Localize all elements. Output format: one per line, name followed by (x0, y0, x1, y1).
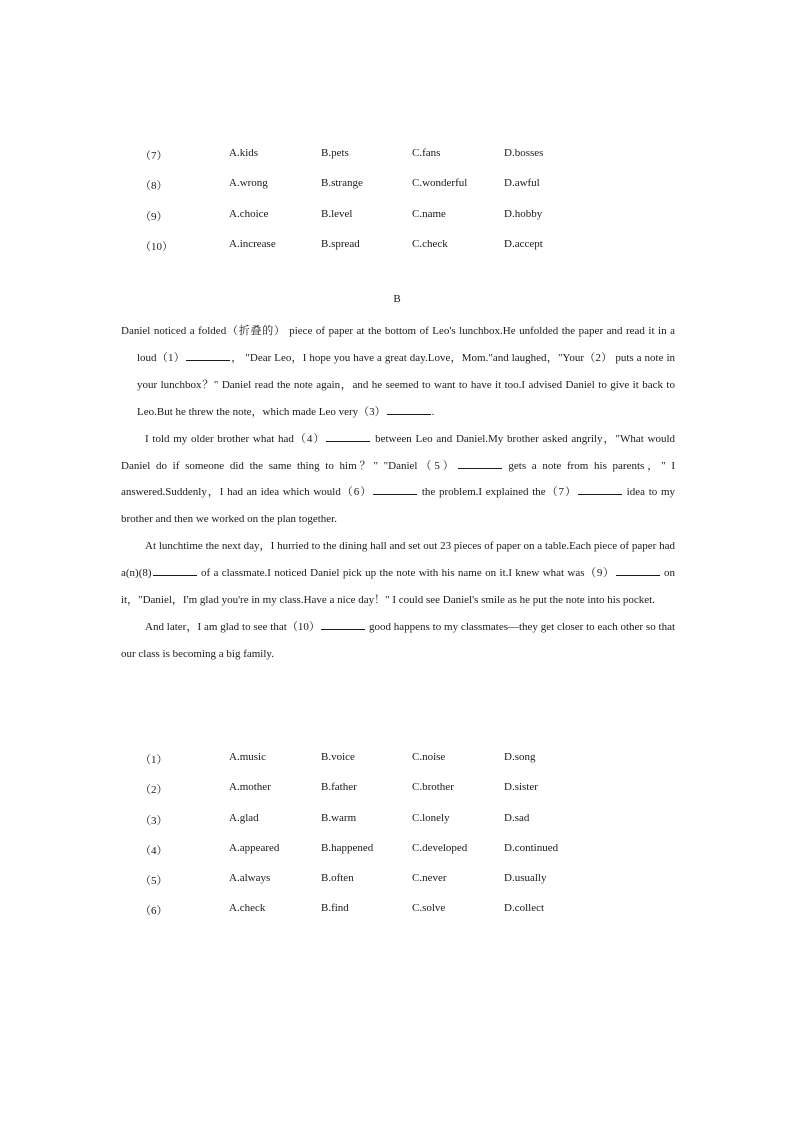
option-c: C.solve (412, 902, 446, 915)
option-d: D.usually (504, 872, 547, 885)
option-c: C.brother (412, 781, 454, 794)
passage-paragraph (121, 426, 675, 534)
option-a: A.mother (229, 781, 271, 794)
question-number: （7） (140, 150, 168, 162)
passage-text: gets a note from his parents，" I answered.Suddenly，I had an idea which would（6） (121, 459, 676, 499)
option-row (0, 177, 794, 207)
question-number: （3） (140, 814, 168, 827)
option-d: D.hobby (504, 207, 543, 220)
option-a: A.wrong (229, 177, 268, 190)
passage-text: ， "Dear Leo，I hope you have a great day.Love，Mom."and laughed，"Your（2） (230, 351, 613, 364)
option-a: A.kids (229, 147, 259, 159)
question-number: （8） (140, 180, 168, 193)
option-a: A.appeared (229, 841, 280, 854)
answer-blank (186, 350, 230, 361)
passage-text: puts a note in your lunchbox？" Daniel read the note again，and he seemed to want to have it too.I advised Daniel to give it back to Leo.But he threw the note，which made Leo very（3） (137, 351, 676, 418)
option-c: C.noise (412, 751, 446, 763)
passage-paragraph (121, 318, 675, 426)
answer-blank (616, 565, 660, 576)
option-a: A.always (229, 872, 271, 885)
option-row (0, 842, 794, 872)
option-row (0, 902, 794, 932)
options-table-bottom (0, 751, 794, 933)
option-row (0, 812, 794, 842)
question-number: （1） (140, 754, 168, 766)
option-d: D.sad (504, 811, 530, 824)
passage-text: between Leo and Daniel.My brother asked angrily，"What would Daniel do if someone did the same thing to him？" "Daniel（5） (121, 432, 676, 472)
option-c: C.never (412, 872, 447, 885)
option-d: D.accept (504, 237, 543, 250)
answer-blank (373, 484, 417, 495)
option-d: D.bosses (504, 147, 544, 159)
reading-passage (121, 318, 675, 668)
option-b: B.spread (321, 237, 360, 250)
option-a: A.choice (229, 207, 269, 220)
passage-text: At lunchtime the next day，I hurried to the dining hall and set out 23 pieces of paper on a table.Each piece of paper had a(n)(8) (121, 540, 675, 580)
option-c: C.wonderful (412, 177, 468, 190)
option-b: B.happened (321, 841, 374, 854)
passage-paragraph (121, 533, 675, 614)
option-row (0, 238, 794, 268)
option-c: C.check (412, 237, 448, 250)
option-d: D.collect (504, 902, 545, 915)
answer-blank (458, 458, 502, 469)
passage-text: on it，"Daniel，I'm glad you're in my class.Have a nice day！" I could see Daniel's smile as he put the note into his pocket. (121, 567, 676, 607)
option-b: B.level (321, 207, 353, 220)
answer-blank (387, 404, 431, 415)
option-c: C.lonely (412, 811, 450, 824)
question-number: （6） (140, 905, 168, 918)
option-a: A.glad (229, 811, 259, 824)
passage-text: . (431, 405, 435, 418)
passage-text: good happens to my classmates—they get closer to each other so that our class is becoming a big family. (121, 620, 676, 660)
option-row (0, 147, 794, 177)
option-row (0, 872, 794, 902)
question-number: （4） (140, 844, 168, 857)
option-b: B.warm (321, 811, 357, 824)
option-b: B.strange (321, 177, 363, 190)
option-b: B.pets (321, 147, 349, 159)
option-row (0, 751, 794, 781)
answer-blank (321, 619, 365, 630)
option-b: B.father (321, 781, 357, 794)
option-c: C.name (412, 207, 446, 220)
answer-blank (578, 484, 622, 495)
option-d: D.awful (504, 177, 540, 190)
options-table-top (0, 147, 794, 268)
passage-text: the problem.I explained the（7） (421, 486, 577, 499)
option-c: C.developed (412, 841, 468, 854)
option-row (0, 208, 794, 238)
answer-blank (153, 565, 197, 576)
passage-text: And later，I am glad to see that（10） (145, 620, 321, 633)
option-b: B.often (321, 872, 354, 885)
passage-paragraph (121, 614, 675, 668)
passage-text: I told my older brother what had（4） (145, 432, 326, 445)
option-a: A.check (229, 902, 266, 915)
question-number: （9） (140, 210, 168, 223)
option-d: D.song (504, 751, 536, 763)
passage-text: idea to my brother and then we worked on the plan together. (121, 486, 676, 526)
option-row (0, 781, 794, 811)
question-number: （10） (140, 240, 173, 253)
option-d: D.sister (504, 781, 538, 794)
option-a: A.increase (229, 237, 276, 250)
question-number: （5） (140, 875, 168, 888)
answer-blank (326, 431, 370, 442)
option-a: A.music (229, 751, 266, 763)
option-c: C.fans (412, 147, 441, 159)
option-b: B.voice (321, 751, 355, 763)
question-number: （2） (140, 784, 168, 797)
passage-text: of a classmate.I noticed Daniel pick up the note with his name on it.I knew what was（9） (200, 567, 615, 580)
option-d: D.continued (504, 841, 559, 854)
option-b: B.find (321, 902, 349, 915)
passage-text: Daniel noticed a folded（折叠的） piece of paper at the bottom of Leo's lunchbox.He unfolded the paper and read it in a loud（1） (121, 325, 675, 364)
section-title: B (393, 293, 401, 305)
